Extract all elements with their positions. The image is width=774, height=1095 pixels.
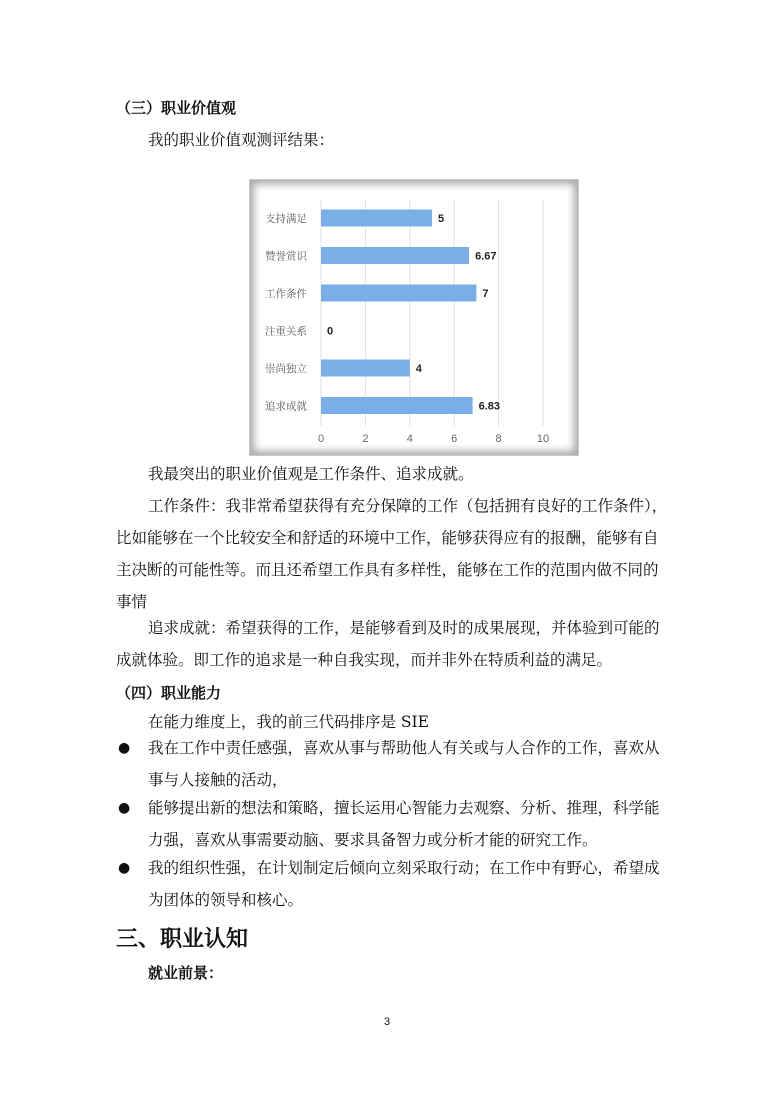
x-tick-label: 8: [495, 433, 502, 445]
bar: [321, 397, 473, 414]
bar: [321, 360, 410, 377]
x-tick-label: 0: [317, 433, 325, 445]
category-label: 工作条件: [265, 288, 307, 300]
values-bar-chart: [250, 180, 578, 455]
bar: [321, 285, 476, 302]
ability-bullet-1-line-2: 事与人接触的活动，: [148, 771, 288, 789]
category-label: 追求成就: [265, 400, 307, 413]
bar: [321, 210, 432, 227]
achievement-line-1: 追求成就：希望获得的工作，是能够看到及时的成果展现，并体验到可能的: [148, 619, 660, 637]
x-tick-label: 4: [406, 433, 413, 445]
x-tick-label: 10: [536, 433, 550, 445]
x-tick-label: 6: [451, 433, 458, 445]
data-label: 5: [438, 213, 445, 225]
data-label: 7: [482, 288, 489, 300]
data-label: 6.83: [478, 400, 501, 413]
bar: [321, 247, 469, 264]
data-label: 0: [327, 325, 334, 338]
category-label: 注重关系: [265, 325, 307, 338]
ability-bullet-3-line-2: 为团体的领导和核心。: [148, 891, 304, 909]
bullet-dot: ●: [118, 740, 131, 756]
bullet-dot: ●: [118, 860, 131, 876]
values-chart: [250, 180, 578, 455]
ability-bullet-3-line-1: 我的组织性强，在计划制定后倾向立刻采取行动；在工作中有野心，希望成: [148, 859, 660, 877]
bullet-dot: ●: [118, 800, 131, 816]
category-label: 赞誉赏识: [265, 250, 307, 263]
employment-prospects-label: 就业前景：: [148, 964, 224, 982]
ability-intro: 在能力维度上，我的前三代码排序是 SIE: [148, 713, 429, 731]
section-heading-values: （三）职业价值观: [116, 99, 237, 117]
values-summary: 我最突出的职业价值观是工作条件、追求成就。: [148, 465, 474, 483]
ability-bullet-1-line-1: 我在工作中责任感强，喜欢从事与帮助他人有关或与人合作的工作，喜欢从: [148, 739, 660, 757]
category-label: 崇尚独立: [265, 363, 307, 375]
category-label: 支持满足: [265, 213, 307, 225]
achievement-line-2: 成就体验。即工作的追求是一种自我实现，而并非外在特质利益的满足。: [116, 651, 613, 669]
values-intro: 我的职业价值观测评结果：: [148, 131, 335, 149]
work-conditions-line-4: 事情: [116, 593, 148, 611]
work-conditions-line-1: 工作条件：我非常希望获得有充分保障的工作（包括拥有良好的工作条件），: [148, 497, 668, 515]
ability-bullet-2-line-1: 能够提出新的想法和策略，擅长运用心智能力去观察、分析、推理，科学能: [148, 799, 660, 817]
work-conditions-line-2: 比如能够在一个比较安全和舒适的环境中工作，能够获得应有的报酬，能够有自: [116, 529, 659, 547]
section-heading-ability: （四）职业能力: [116, 684, 222, 702]
work-conditions-line-3: 主决断的可能性等。而且还希望工作具有多样性，能够在工作的范围内做不同的: [116, 561, 659, 579]
page-number: 3: [383, 1016, 391, 1028]
data-label: 6.67: [475, 250, 497, 263]
section-heading-career-cognition: 三、职业认知: [116, 926, 249, 952]
data-label: 4: [415, 363, 422, 375]
x-tick-label: 2: [362, 433, 369, 445]
ability-bullet-2-line-2: 力强，喜欢从事需要动脑、要求具备智力或分析才能的研究工作。: [148, 831, 598, 849]
